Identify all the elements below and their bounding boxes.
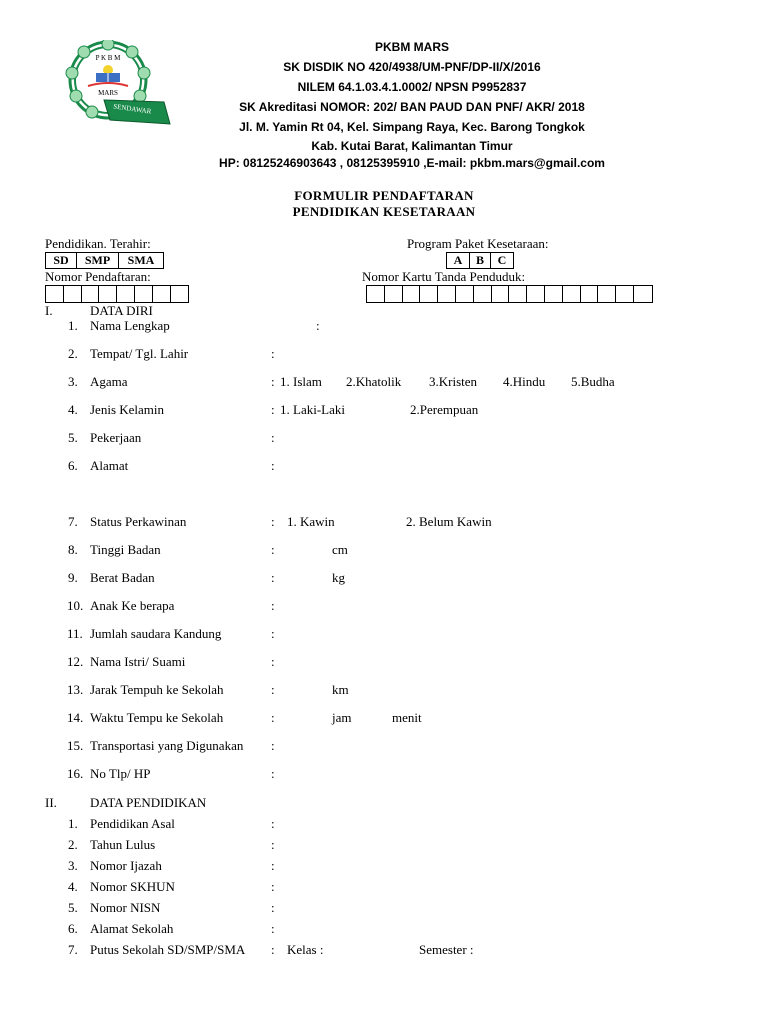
header-line-3: NILEM 64.1.03.4.1.0002/ NPSN P9952837 [297,80,527,94]
digit-box[interactable] [135,286,153,302]
logo-text-top: P K B M [95,54,121,62]
option-paket-a[interactable]: A [447,253,470,268]
nomor-ktp-boxes[interactable] [366,285,653,303]
unit-label: menit [392,710,422,725]
digit-box[interactable] [545,286,563,302]
digit-box[interactable] [527,286,545,302]
header-line-4: SK Akreditasi NOMOR: 202/ BAN PAUD DAN PNF/ AKR/ 2018 [239,100,585,114]
nomor-ktp-label: Nomor Kartu Tanda Penduduk: [362,269,526,284]
field-label: Waktu Tempu ke Sekolah [90,710,224,725]
item-number: 5. [68,900,78,915]
paket-label: Program Paket Kesetaraan: [407,236,549,251]
field-colon: : [316,318,320,333]
option-sma[interactable]: SMA [127,253,155,267]
item-number: 1. [68,318,78,333]
field-label: Pekerjaan [90,430,142,445]
field-colon: : [271,900,275,915]
digit-box[interactable] [563,286,581,302]
field-colon: : [271,738,275,753]
item-number: 7. [68,514,78,529]
field-label: Tinggi Badan [90,542,161,557]
field-label: Berat Badan [90,570,155,585]
field-colon: : [271,682,275,697]
item-number: 16. [67,766,84,781]
digit-box[interactable] [420,286,438,302]
digit-box[interactable] [492,286,510,302]
digit-box[interactable] [616,286,634,302]
digit-box[interactable] [634,286,652,302]
field-label: Nama Lengkap [90,318,170,333]
field-input[interactable] [279,682,319,698]
field-input[interactable] [279,542,319,558]
digit-box[interactable] [82,286,100,302]
field-colon: : [271,514,275,529]
option-paket-b[interactable]: B [470,253,491,268]
field-input[interactable] [279,570,319,586]
field-colon: : [271,816,275,831]
digit-box[interactable] [598,286,616,302]
digit-box[interactable] [46,286,64,302]
item-number: 8. [68,542,78,557]
item-number: 2. [68,837,78,852]
header-line-6: Kab. Kutai Barat, Kalimantan Timur [311,139,513,153]
item-number: 1. [68,816,78,831]
digit-box[interactable] [474,286,492,302]
item-number: 15. [67,738,84,753]
field-option[interactable]: 5.Budha [571,374,615,389]
section-1-roman: I. [45,303,53,318]
field-colon: : [271,626,275,641]
field-label: Tahun Lulus [90,837,156,852]
field-option[interactable]: 2.Khatolik [346,374,402,389]
unit-label: cm [332,542,348,557]
digit-box[interactable] [456,286,474,302]
field-label: Tempat/ Tgl. Lahir [90,346,189,361]
digit-box[interactable] [117,286,135,302]
field-label: Jarak Tempuh ke Sekolah [90,682,224,697]
field-label: Nomor SKHUN [90,879,175,894]
field-label: Alamat [90,458,129,473]
unit-label: jam [332,710,352,725]
form-title-2: PENDIDIKAN KESETARAAN [292,204,476,219]
logo-text-middle: MARS [98,89,118,97]
nomor-pendaftaran-label: Nomor Pendaftaran: [45,269,151,284]
option-smp[interactable]: SMP [77,253,119,268]
field-label: Anak Ke berapa [90,598,175,613]
field-label: Nomor NISN [90,900,161,915]
item-number: 11. [67,626,83,641]
semester-label[interactable]: Semester : [419,942,474,957]
logo-ribbon-text: SENDAWAR [112,102,152,116]
field-colon: : [271,921,275,936]
field-colon: : [271,402,275,417]
field-colon: : [271,858,275,873]
field-input[interactable] [279,626,319,642]
digit-box[interactable] [509,286,527,302]
field-input[interactable] [279,710,319,726]
section-1-title: DATA DIRI [90,303,153,318]
digit-box[interactable] [385,286,403,302]
header-line-7: HP: 08125246903643 , 08125395910 ,E-mail: pkbm.mars@gmail.com [219,156,605,170]
field-label: Pendidikan Asal [90,816,175,831]
item-number: 3. [68,374,78,389]
section-2-title: DATA PENDIDIKAN [90,795,207,810]
nomor-pendaftaran-boxes[interactable] [45,285,189,303]
field-label: Agama [90,374,128,389]
field-label: Transportasi yang Digunakan [90,738,244,753]
item-number: 4. [68,402,78,417]
field-label: Putus Sekolah SD/SMP/SMA [90,942,246,957]
digit-box[interactable] [367,286,385,302]
item-number: 6. [68,921,78,936]
item-number: 10. [67,598,84,613]
field-colon: : [271,374,275,389]
field-label: Jenis Kelamin [90,402,165,417]
pendidikan-options [45,252,164,269]
field-input[interactable] [324,318,364,334]
field-colon: : [271,346,275,361]
digit-box[interactable] [153,286,171,302]
item-number: 13. [67,682,84,697]
section-2-roman: II. [45,795,57,810]
field-option[interactable]: 2.Perempuan [410,402,479,417]
pendidikan-label: Pendidikan. Terahir: [45,236,151,251]
kelas-label[interactable]: Kelas : [287,942,324,957]
field-option[interactable]: 2. Belum Kawin [406,514,492,529]
field-input[interactable] [279,430,319,446]
field-label: No Tlp/ HP [90,766,151,781]
field-colon: : [271,430,275,445]
item-number: 14. [67,710,84,725]
digit-box[interactable] [99,286,117,302]
item-number: 12. [67,654,84,669]
field-label: Alamat Sekolah [90,921,174,936]
field-option[interactable]: 4.Hindu [503,374,546,389]
field-colon: : [271,766,275,781]
field-input[interactable] [279,458,319,474]
field-colon: : [271,710,275,725]
digit-box[interactable] [581,286,599,302]
item-number: 3. [68,858,78,873]
field-input[interactable] [279,654,319,670]
form-title-1: FORMULIR PENDAFTARAN [294,188,474,203]
field-value[interactable]: 1. Kawin [287,514,335,529]
digit-box[interactable] [438,286,456,302]
field-colon: : [271,837,275,852]
field-colon: : [271,879,275,894]
header-line-2: SK DISDIK NO 420/4938/UM-PNF/DP-II/X/2016 [283,60,541,74]
field-input[interactable] [279,346,319,362]
field-colon: : [271,570,275,585]
field-label: Nomor Ijazah [90,858,162,873]
option-sd[interactable]: SD [46,253,77,268]
field-colon: : [271,458,275,473]
digit-box[interactable] [171,286,189,302]
field-colon: : [271,542,275,557]
field-label: Jumlah saudara Kandung [90,626,222,641]
item-number: 4. [68,879,78,894]
field-label: Nama Istri/ Suami [90,654,186,669]
field-value[interactable]: 1. Islam [280,374,322,389]
field-colon: : [271,942,275,957]
digit-box[interactable] [403,286,421,302]
field-input[interactable] [279,738,319,754]
header-line-1: PKBM MARS [375,40,449,54]
item-number: 5. [68,430,78,445]
field-label: Status Perkawinan [90,514,187,529]
field-input[interactable] [279,598,319,614]
unit-label: km [332,682,349,697]
item-number: 2. [68,346,78,361]
option-paket-c[interactable]: C [497,253,507,267]
header-line-5: Jl. M. Yamin Rt 04, Kel. Simpang Raya, Kec. Barong Tongkok [239,120,585,134]
field-colon: : [271,654,275,669]
unit-label: kg [332,570,345,585]
item-number: 7. [68,942,78,957]
item-number: 6. [68,458,78,473]
paket-options [446,252,514,269]
field-input[interactable] [279,766,319,782]
field-colon: : [271,598,275,613]
digit-box[interactable] [64,286,82,302]
field-value[interactable]: 1. Laki-Laki [280,402,345,417]
item-number: 9. [68,570,78,585]
field-option[interactable]: 3.Kristen [429,374,478,389]
